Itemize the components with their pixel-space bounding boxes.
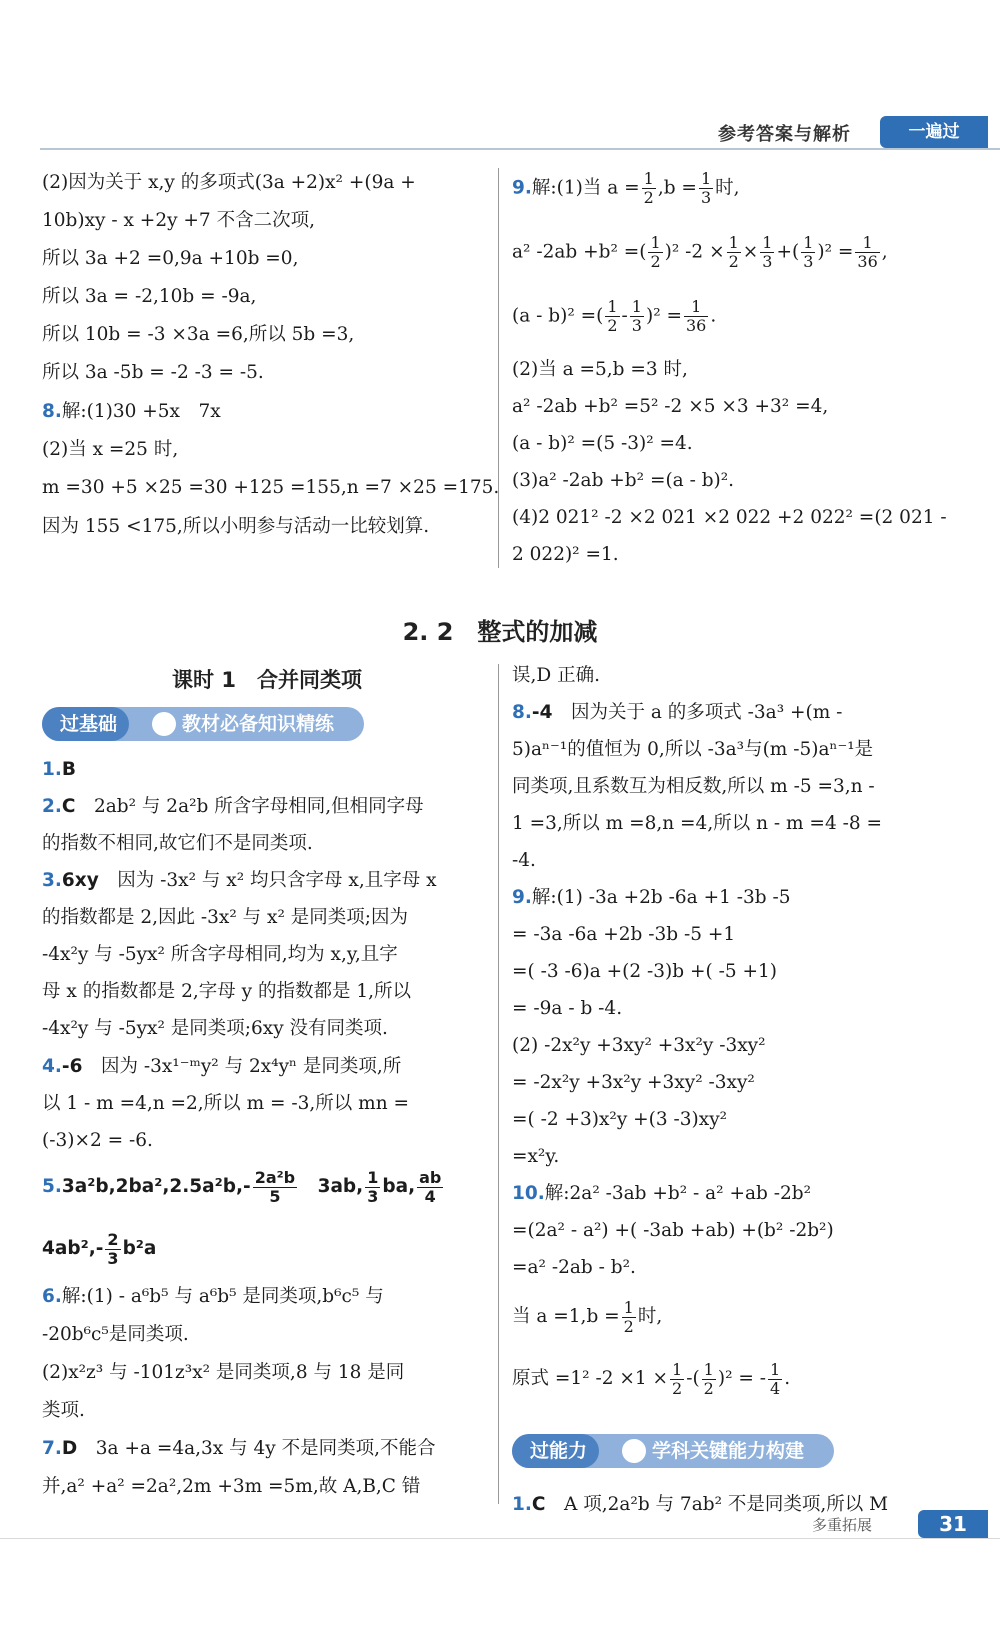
text-line: 所以 10b = -3 ×3a =6,所以 5b =3, [42,324,355,345]
text-line: =(2a² - a²) +( -3ab +ab) +(b² -2b²) [512,1220,834,1241]
text-line: a² -2ab +b² =5² -2 ×5 ×3 +3² =4, [512,396,829,417]
text-line: (3)a² -2ab +b² =(a - b)². [512,470,735,491]
text-line: -4. [512,850,536,871]
text-line: 并,a² +a² =2a²,2m +3m =5m,故 A,B,C 错 [42,1476,421,1497]
answer-3: 3.6xy 因为 -3x² 与 x² 均只含字母 x,且字母 x [42,870,437,891]
text-line: 1 =3,所以 m =8,n =4,所以 n - m =4 -8 = [512,813,882,834]
fraction: $\frac{1}{3}$ [700,169,712,207]
answer-4: 4.-6 因为 -3x¹⁻ᵐy² 与 2x⁴yⁿ 是同类项,所 [42,1056,402,1077]
text-line: m =30 +5 ×25 =30 +125 =155,n =7 ×25 =175. [42,477,500,498]
text-line: -20b⁶c⁵是同类项. [42,1324,189,1345]
ability-answer-1: 1.C A 项,2a²b 与 7ab² 不是同类项,所以 M [512,1494,889,1515]
text-line: =a² -2ab - b². [512,1257,636,1278]
section-title: 2. 2 整式的加减 [402,618,598,646]
header-brand: 一遍过 [880,116,988,148]
lesson-title: 课时 1 合并同类项 [172,668,362,692]
footer-tag: 多重拓展 [812,1516,873,1534]
text-line: 10b)xy - x +2y +7 不含二次项, [42,210,315,231]
text-line: 所以 3a -5b = -2 -3 = -5. [42,362,264,383]
banner-tag: 过能力 [512,1434,599,1468]
text-line: 5)aⁿ⁻¹的值恒为 0,所以 -3a³与(m -5)aⁿ⁻¹是 [512,739,874,760]
formula-line: a² -2ab +b² =( $\frac{1}{2}$ )² -2 × $\frac{1}{2}$ × $\frac{1}{3}$ +( $\frac{1}{3}$ )² = $\frac{1}{36}$ , [512,233,888,271]
answer-1: 1.B [42,759,77,780]
answer-10: 10.解:2a² -3ab +b² - a² +ab -2b² [512,1183,812,1204]
text-line: -4x²y 与 -5yx² 是同类项;6xy 没有同类项. [42,1018,388,1039]
text-line: 的指数不相同,故它们不是同类项. [42,833,313,854]
text-line: 以 1 - m =4,n =2,所以 m = -3,所以 mn = [42,1093,409,1114]
text-line: = -2x²y +3x²y +3xy² -3xy² [512,1072,755,1093]
question-9-line: 9.解:(1)当 a = $\frac{1}{2}$ ,b = $\frac{1}{3}$ 时, [512,169,740,207]
text-line: =( -3 -6)a +(2 -3)b +( -5 +1) [512,961,777,982]
text-line: = -9a - b -4. [512,998,623,1019]
banner-tag: 过基础 [42,707,129,741]
column-divider-bottom [498,664,499,1504]
clipboard-icon [152,712,176,736]
answer-8: 8.-4 因为关于 a 的多项式 -3a³ +(m - [512,702,843,723]
answer-7: 7.D 3a +a =4a,3x 与 4y 不是同类项,不能合 [42,1438,436,1459]
answer-5-cont: 4ab²,- $\frac{2}{3}$ b²a [42,1229,157,1268]
text-line: (2)当 a =5,b =3 时, [512,359,688,380]
text-line: 误,D 正确. [512,665,600,686]
text-line: 2 022)² =1. [512,544,619,565]
question-8: 8.解:(1)30 +5x 7x [42,401,221,422]
column-divider-top [498,168,499,568]
text-line: 的指数都是 2,因此 -3x² 与 x² 是同类项;因为 [42,907,409,928]
text-line: =( -2 +3)x²y +(3 -3)xy² [512,1109,728,1130]
footer-rule [0,1538,1000,1539]
fraction: $\frac{1}{2}$ [643,169,654,207]
answer-6: 6.解:(1) - a⁶b⁵ 与 a⁶b⁵ 是同类项,b⁶c⁵ 与 [42,1286,384,1307]
text-line: (2)当 x =25 时, [42,439,179,460]
text-line: (2) -2x²y +3xy² +3x²y -3xy² [512,1035,766,1056]
text-line: 同类项,且系数互为相反数,所以 m -5 =3,n - [512,776,875,797]
page-header [0,116,1000,156]
question-number: 8. [42,401,62,422]
text-line: 因为 155 <175,所以小明参与活动一比较划算. [42,516,430,537]
formula-line: 当 a =1,b = $\frac{1}{2}$ 时, [512,1297,663,1336]
text-line: 母 x 的指数都是 2,字母 y 的指数都是 1,所以 [42,981,411,1002]
text-line: 所以 3a +2 =0,9a +10b =0, [42,248,299,269]
text-line: (4)2 021² -2 ×2 021 ×2 022 +2 022² =(2 021 - [512,507,947,528]
header-rule [40,148,1000,150]
text-line: =x²y. [512,1146,560,1167]
text-line: (-3)×2 = -6. [42,1130,153,1151]
banner-subtitle: 教材必备知识精练 [182,713,335,735]
basics-banner [42,707,364,741]
page-number: 31 [918,1510,988,1538]
formula-line: (a - b)² =( $\frac{1}{2}$ - $\frac{1}{3}$ )² = $\frac{1}{36}$ . [512,297,717,335]
answer-2: 2.C 2ab² 与 2a²b 所含字母相同,但相同字母 [42,796,424,817]
medal-icon [622,1439,646,1463]
page-footer [0,1510,1000,1540]
text-line: -4x²y 与 -5yx² 所含字母相同,均为 x,y,且字 [42,944,398,965]
text-line: 所以 3a = -2,10b = -9a, [42,286,257,307]
text-line: 类项. [42,1400,85,1421]
text-line: (2)x²z³ 与 -101z³x² 是同类项,8 与 18 是同 [42,1362,405,1383]
answer-9: 9.解:(1) -3a +2b -6a +1 -3b -5 [512,887,791,908]
answer-5: 5.3a²b,2ba²,2.5a²b,- $\frac{\text{2a²b}}{5}$ 3ab, $\frac{1}{3}$ ba, $\frac{ab}{4}$ [42,1167,442,1206]
formula-line: 原式 =1² -2 ×1 × $\frac{1}{2}$ -( $\frac{1}{2}$ )² = - $\frac{1}{4}$ . [512,1359,791,1398]
ability-banner [512,1434,834,1468]
text-line: (2)因为关于 x,y 的多项式(3a +2)x² +(9a + [42,172,416,193]
header-title: 参考答案与解析 [718,124,851,145]
text-line: (a - b)² =(5 -3)² =4. [512,433,693,454]
banner-subtitle: 学科关键能力构建 [652,1440,805,1462]
text-line: = -3a -6a +2b -3b -5 +1 [512,924,736,945]
